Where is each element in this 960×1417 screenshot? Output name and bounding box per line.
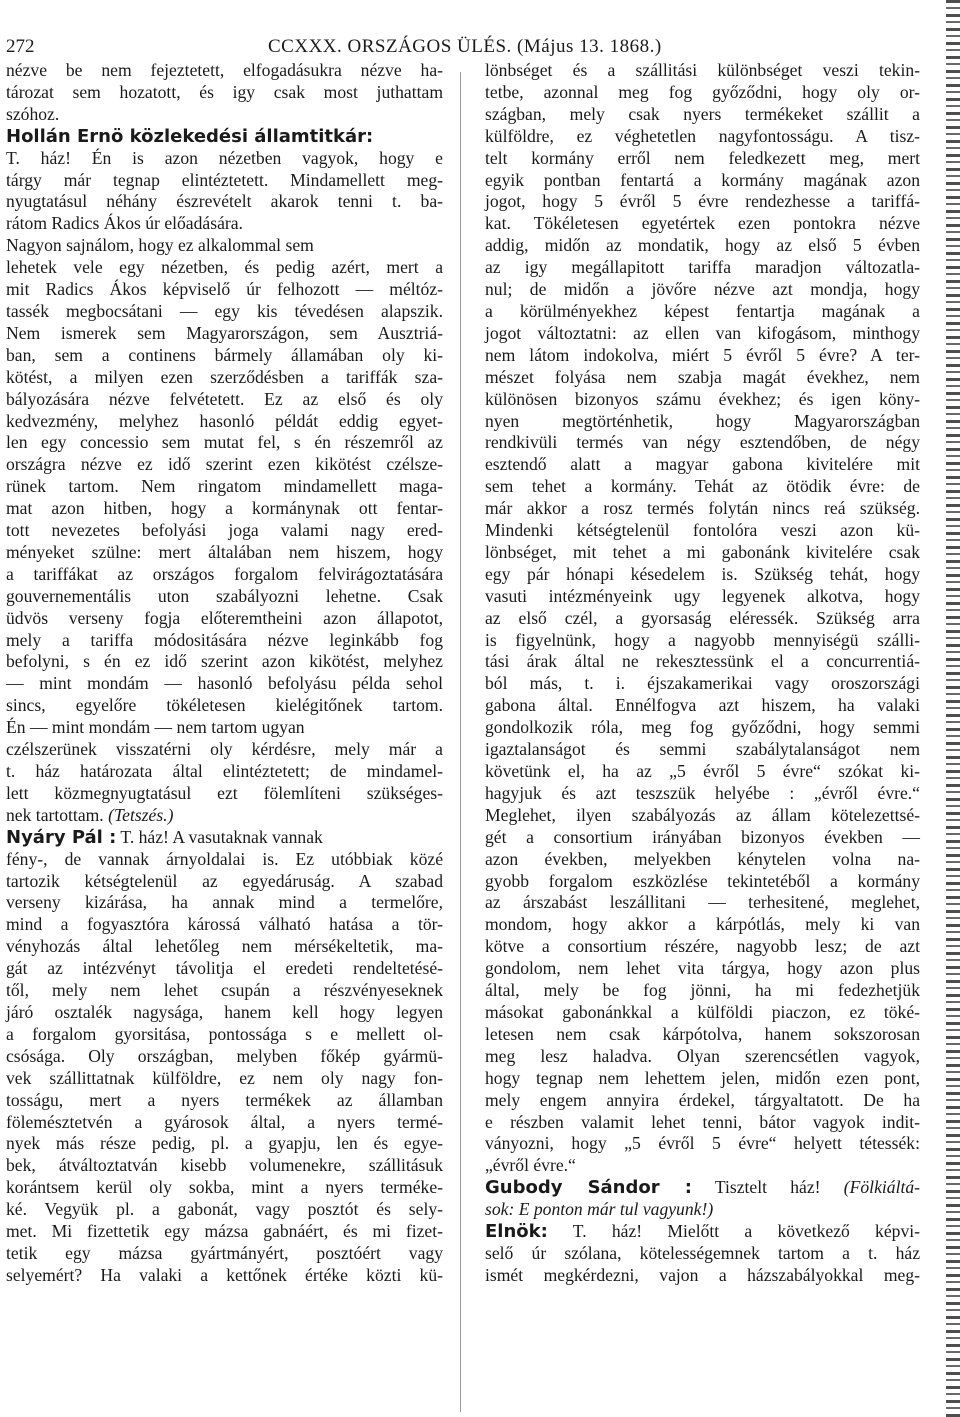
text-line: czélszerünek visszatérni oly kérdésre, mely már a xyxy=(6,739,443,760)
text-line: T. ház! Én is azon nézetben vagyok, hogy e xyxy=(6,147,443,168)
text-line: gondolom, nem lehet vita tárgya, hogy azon plus xyxy=(485,958,920,979)
text-line: hogy tegnap nem lehettem jelen, midőn ezen pont, xyxy=(485,1067,920,1088)
text-line: kedvezmény, melyhez hasonló példát eddig egyet- xyxy=(6,410,443,431)
text-line: másokat gabonánkkal a külföldi piaczon, ez töké- xyxy=(485,1001,920,1022)
text-line: gondolkozik róla, meg fog győződni, hogy semmi xyxy=(485,717,920,738)
text-line: mind a fogyasztóra károssá válható hatása a tör- xyxy=(6,914,443,935)
text-line: bek, átváltoztatván kisebb volumenekre, szállitásuk xyxy=(6,1155,443,1176)
text-line: az árszabást leszállitani — terhesitené, meglehet, xyxy=(485,892,920,913)
text-line: nem látom indokolva, miért 5 évről 5 évre? A ter- xyxy=(485,344,920,365)
speaker-name: Elnök: xyxy=(485,1221,548,1243)
text-line: — mint mondám — hasonló befolyásu példa sehol xyxy=(6,673,443,694)
text-line: esztendő alatt a magyar gabona kivitelére mit xyxy=(485,454,920,475)
text-line: lett közmegnyugtatásul ezt fölemlíteni szükséges- xyxy=(6,782,443,803)
text-line: től, mely nem lehet csupán a részvényeseknek xyxy=(6,980,443,1001)
text-line: nul; de midőn a jövőre nézve azt mondja, hogy xyxy=(485,279,920,300)
text-line: tetik egy mázsa gyártmányért, posztóért vagy xyxy=(6,1242,443,1263)
text-line: mészet folyása nem szabja magát évekhez, nem xyxy=(485,366,920,387)
text-line: az első czél, a gyorsaság eléressék. Szükség arra xyxy=(485,607,920,628)
text-line: a forgalom gyorsitása, pontossága s e mellett ol- xyxy=(6,1023,443,1044)
scan-edge xyxy=(946,0,960,1417)
text-line: ból más, t. i. éjszakamerikai vagy oroszországi xyxy=(485,673,920,694)
column-divider xyxy=(460,72,461,1412)
text-line: tási árak által ne rekesztessünk el a concurrentiá- xyxy=(485,651,920,672)
text-line: bályozására nézve felvétetett. Ez az első és oly xyxy=(6,388,443,409)
text-line: a körülményekhez képest fentartja magának a xyxy=(485,300,920,321)
text-line: járó osztalék nagysága, hanem kell hogy legyen xyxy=(6,1001,443,1022)
italic-remark: sok: E ponton már tul vagyunk!) xyxy=(485,1199,714,1220)
text-line: vasuti intézményeink ugy legyenek alkotva, hogy xyxy=(485,585,920,606)
text-line: korántsem kerül oly sokba, mint a nyers terméke- xyxy=(6,1177,443,1198)
text-line: nyugtatásul néhány észrevételt akarok tenni t. ba- xyxy=(6,191,443,212)
text-line: külföldre, ez véghetetlen nagyfontosságu. A tisz- xyxy=(485,125,920,146)
speaker-name: Gubody Sándor : xyxy=(485,1177,692,1199)
text-line: gyobb forgalom eszközlése tekintetéből a kormány xyxy=(485,870,920,891)
text-line: ványozni, hogy „5 évről 5 évre“ helyett tétessék: xyxy=(485,1133,920,1154)
text-line: országra nézve ez idő szerint ezen kikötést czélsze- xyxy=(6,454,443,475)
text-line: jogot, hogy 5 évről 5 évre rendezhesse a tariffá- xyxy=(485,191,920,212)
text-line: szóhoz. xyxy=(6,103,60,124)
text-line: csósága. Oly országban, melyben főkép gyármü- xyxy=(6,1045,443,1066)
text-line: tetbe, azonnal meg fog győződni, hogy oly or- xyxy=(485,81,920,102)
text-line: mondom, hogy akkor a kárpótlás, mely ki van xyxy=(485,914,920,935)
line-text: T. ház! A vasutaknak vannak xyxy=(116,826,323,847)
text-line: selyemért? Ha valaki a kettőnek értéke közti kü- xyxy=(6,1264,443,1285)
text-line: ményeket szülne: mert általában nem hiszem, hogy xyxy=(6,541,443,562)
text-line: nézve be nem fejeztetett, elfogadásukra nézve ha- xyxy=(6,60,443,80)
left-column xyxy=(6,60,443,1287)
text-line: „évről évre.“ xyxy=(485,1155,576,1176)
text-line: lönbséget, mit tehet a mi gabonánk kivitelére csak xyxy=(485,541,920,562)
text-line: különösen bizonyos számu évekhez; és igen köny- xyxy=(485,388,920,409)
text-line: igaztalanságot és semmi szabálytalanságot nem xyxy=(485,739,920,760)
text-line: gouvernementális uton szabályozni lehetne. Csak xyxy=(6,585,443,606)
text-line: tassék megbocsátani — egy kis tévedésen alapszik. xyxy=(6,300,443,321)
text-line: e részben valamit lehet tenni, bátor vagyok indit- xyxy=(485,1111,920,1132)
text-line: ké. Vegyük pl. a gabonát, vagy posztót és sely- xyxy=(6,1199,443,1220)
text-line: selő úr szólana, kötelességemnek tartom a t. ház xyxy=(485,1242,920,1263)
line-text: T. ház! Mielőtt a következő képvi- xyxy=(547,1221,920,1242)
text-line: mely a tariffa módositására nézve leginkább fog xyxy=(6,629,443,650)
text-line: kötve a consortium részére, nagyobb lesz; de azt xyxy=(485,936,920,957)
text-line: mit Radics Ákos képviselő úr felhozott — méltóz- xyxy=(6,279,443,300)
text-line: lönbséget és a szállitási különbséget veszi tekin- xyxy=(485,60,920,80)
text-line xyxy=(6,827,443,849)
text-line: hagyjuk és azt teszszük helyébe : „évről évre.“ xyxy=(485,782,920,803)
text-line: ban, sem a continens bármely államában oly ki- xyxy=(6,344,443,365)
text-line: vek szállittatnak külföldre, ez nem oly nagy fon- xyxy=(6,1067,443,1088)
text-line xyxy=(485,1199,920,1221)
text-line: meg lesz haladva. Olyan szerencsétlen vagyok, xyxy=(485,1045,920,1066)
text-line: követünk el, ha az „5 évről 5 évre“ szókat ki- xyxy=(485,761,920,781)
text-line: rátom Radics Ákos úr előadására. xyxy=(6,213,243,234)
text-line: tárgy már tegnap elintéztetett. Mindamellett meg- xyxy=(6,169,443,190)
text-line: kat. Tökéletesen egyetértek ezen pontokra nézve xyxy=(485,213,920,234)
text-line: letesen nem csak kárpótolva, hanem sokszorosan xyxy=(485,1023,920,1044)
line-text: Tisztelt ház! xyxy=(691,1177,844,1198)
text-line: sincs, egyelőre tökéletesen kielégitőnek tartom. xyxy=(6,695,443,716)
right-column xyxy=(485,60,920,1287)
text-line: vényhozás által lehetőleg nem mérsékeltetik, ma- xyxy=(6,936,443,957)
text-line: len egy concessio sem mutat fel, s én részemről az xyxy=(6,432,443,453)
text-line: met. Mi fizettetik egy mázsa gabnáért, és mi fizet- xyxy=(6,1221,443,1242)
page-number: 272 xyxy=(6,36,35,57)
text-line: által, mely be fog jönni, ha mi fedezhetjük xyxy=(485,980,920,1001)
text-line: lehetek vele egy nézetben, és pedig azért, mert a xyxy=(6,257,443,278)
text-line: azon években, melyekben kénytelen volna na- xyxy=(485,848,920,869)
running-title: CCXXX. ORSZÁGOS ÜLÉS. (Május 13. 1868.) xyxy=(268,36,662,57)
text-line: fény-, de vannak árnyoldalai is. Ez utóbbiak közé xyxy=(6,848,443,869)
speaker-name: Nyáry Pál : xyxy=(6,826,117,848)
text-line: üdvös verseny fogja előteremtheini azon állapotot, xyxy=(6,607,443,628)
text-line: gabona által. Ennélfogva azt hiszem, ha valaki xyxy=(485,695,920,716)
text-line: egyik pontban fentartá a kormány magának azon xyxy=(485,169,920,190)
text-line: mat azon hitben, hogy a kormánynak ott fentar- xyxy=(6,498,443,519)
text-line: tosságu, mert a nyers termékek az államban xyxy=(6,1089,443,1110)
line-text: nek tartottam. xyxy=(6,804,109,825)
text-line: tartozik kétségtelenül az egyedáruság. A szabad xyxy=(6,870,443,891)
text-line: kötést, a milyen ezen szerződésben a tariffák sza- xyxy=(6,366,443,387)
text-line xyxy=(6,126,443,148)
text-line: a tariffákat az országos forgalom felvirágoztatására xyxy=(6,563,443,584)
text-line: gét a consortium irányában bizonyos években — xyxy=(485,826,920,847)
italic-remark: (Tetszés.) xyxy=(108,804,174,825)
text-line: Nem ismerek sem Magyarországon, sem Ausztriá- xyxy=(6,322,443,343)
text-line: befolyni, s én ez idő szerint azon kikötést, melyhez xyxy=(6,651,443,672)
text-line: nyek más része pedig, pl. a gyapju, len és egye- xyxy=(6,1133,443,1154)
text-line: Mindenki kétségtelenül fontolóra veszi azon kü- xyxy=(485,520,920,541)
text-line xyxy=(485,1221,920,1243)
text-line: is figyelnünk, hogy a nagyobb mennyiségü szálli- xyxy=(485,629,920,650)
text-line: addig, midőn az mondatik, hogy az első 5 évben xyxy=(485,235,920,256)
text-line: rendkivüli termés van négy esztendőben, de négy xyxy=(485,432,920,453)
text-line: tott nevezetes befolyási joga valami nagy ered- xyxy=(6,520,443,541)
speaker-name: Hollán Ernö közlekedési államtitkár: xyxy=(6,125,374,147)
text-line: jogot változtatni: az ellen van kifogásom, minthogy xyxy=(485,322,920,343)
text-line: t. ház határozata által elintéztetett; de mindamel- xyxy=(6,761,443,781)
text-line: sem tehet a kormány. Tehát az ötödik évre: de xyxy=(485,476,920,497)
text-line: gát az intézvényt távolitja el eredeti rendeltetésé- xyxy=(6,958,443,979)
text-line: nyen megtörténhetik, hogy Magyarországban xyxy=(485,410,920,431)
text-line: az igy megállapitott tariffa maradjon változatla- xyxy=(485,257,920,278)
text-line: mely engem annyira érdekel, tárgyaltatott. De ha xyxy=(485,1089,920,1110)
text-line: már akkor a rosz termés folytán nincs reá szükség. xyxy=(485,498,920,519)
text-line: Meglehet, ilyen szabályozás az állam kötelezettsé- xyxy=(485,804,920,825)
text-line: rünek tartom. Nem ringatom mindamellett maga- xyxy=(6,476,443,497)
text-line: egy pár hónapi késedelem is. Szükség tehát, hogy xyxy=(485,563,920,584)
text-line: Én — mint mondám — nem tartom ugyan xyxy=(6,717,305,738)
text-line xyxy=(485,1177,920,1199)
text-line: szágban, mely csak nyers termékeket szállit a xyxy=(485,103,920,124)
page-header xyxy=(0,30,960,60)
text-line: ismét megkérdezni, vajon a házszabályokkal meg- xyxy=(485,1264,920,1285)
text-line: fölemésztetvén a gyárosok által, a nyers termé- xyxy=(6,1111,443,1132)
text-line: Nagyon sajnálom, hogy ez alkalommal sem xyxy=(6,235,314,256)
italic-remark: (Fölkiáltá- xyxy=(843,1177,920,1198)
text-line: tározat sem hozatott, és igy csak most juthattam xyxy=(6,81,443,102)
text-line xyxy=(6,805,443,827)
text-line: verseny kizárása, ha annak mind a termelőre, xyxy=(6,892,443,913)
text-line: telt kormány erről nem feledkezett meg, mert xyxy=(485,147,920,168)
